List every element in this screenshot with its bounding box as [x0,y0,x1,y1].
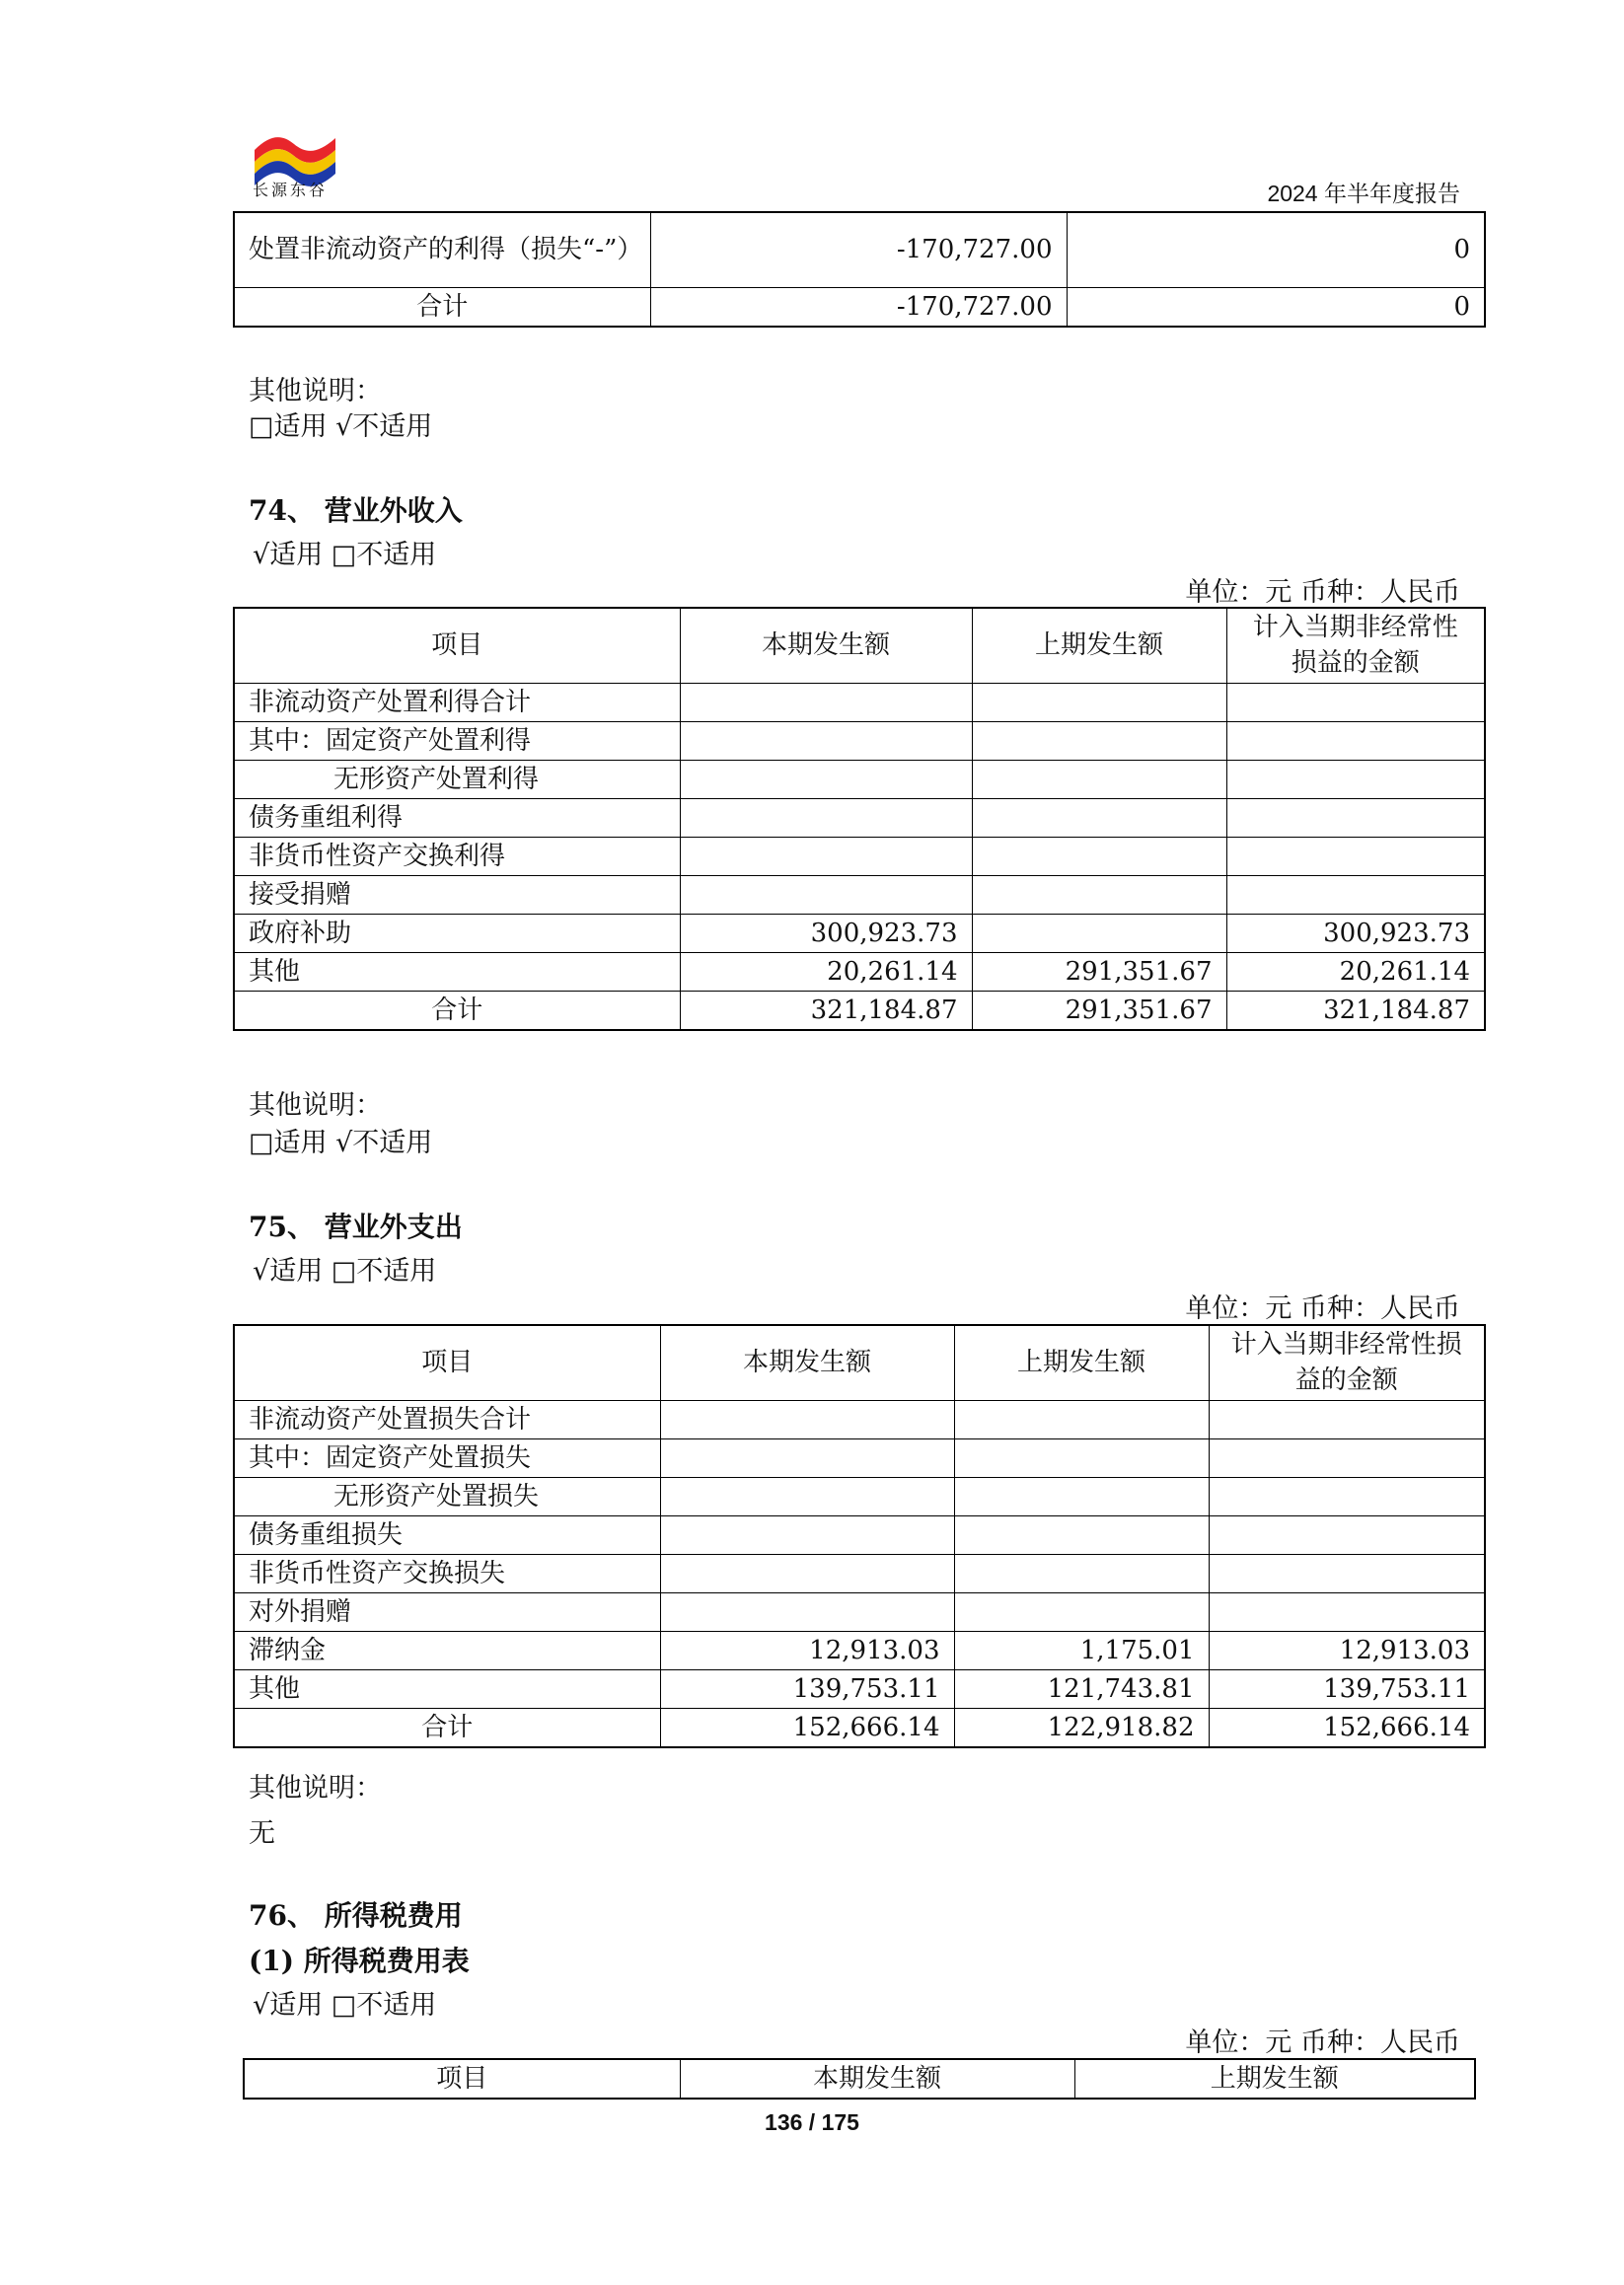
note-applicable: □适用 √不适用 [249,1128,433,1158]
table-74 [233,607,1486,1031]
row-item: 无形资产处置损失 [234,1477,660,1515]
row-item: 政府补助 [234,914,680,952]
prior-value: 291,351.67 [972,991,1226,1030]
row-item: 非货币性资产交换损失 [234,1554,660,1592]
header-nonrecurring: 计入当期非经常性损益的金额 [1226,608,1485,683]
prior-value [972,760,1226,798]
nonrecurring-value: 20,261.14 [1226,952,1485,991]
row-item: 无形资产处置利得 [234,760,680,798]
nonrecurring-value [1209,1438,1485,1477]
prior-value [972,914,1226,952]
page-number: 136 / 175 [765,2109,859,2135]
row-item: 合计 [234,991,680,1030]
table-header-row [234,1325,1485,1400]
prior-value [972,875,1226,914]
header-prior: 上期发生额 [954,1325,1209,1400]
section-76-subtitle: (1) 所得税费用表 [249,1945,470,1977]
row-item: 债务重组损失 [234,1515,660,1554]
section-75-applicable: √适用 □不适用 [253,1256,437,1287]
current-value: 152,666.14 [660,1708,954,1747]
row-item: 接受捐赠 [234,875,680,914]
section-76-unit: 单位：元 币种：人民币 [1185,2027,1460,2058]
section-74-title: 74、 营业外收入 [249,494,463,527]
row-item: 非货币性资产交换利得 [234,837,680,875]
row-item: 其中：固定资产处置损失 [234,1438,660,1477]
header-prior: 上期发生额 [1074,2059,1475,2099]
table-row [234,1400,1485,1438]
table-row [234,721,1485,760]
row-item: 非流动资产处置利得合计 [234,683,680,721]
note-label: 其他说明： [249,1773,382,1804]
current-value [680,837,972,875]
header-current: 本期发生额 [680,2059,1074,2099]
current-value: -170,727.00 [650,212,1067,287]
table-row [234,875,1485,914]
row-item: 其中：固定资产处置利得 [234,721,680,760]
header-nonrecurring: 计入当期非经常性损益的金额 [1209,1325,1485,1400]
table-header-row [234,608,1485,683]
table-total-row [234,1708,1485,1747]
row-item: 非流动资产处置损失合计 [234,1400,660,1438]
table-row [234,683,1485,721]
section-74-unit: 单位：元 币种：人民币 [1185,577,1460,608]
prior-value [954,1592,1209,1631]
nonrecurring-value [1226,837,1485,875]
row-item: 合计 [234,287,650,327]
row-item: 处置非流动资产的利得（损失“-”） [234,212,650,287]
current-value [680,760,972,798]
row-item: 合计 [234,1708,660,1747]
header-item: 项目 [234,1325,660,1400]
table-row [234,1515,1485,1554]
prior-value [972,837,1226,875]
table-row [234,1631,1485,1669]
current-value: 321,184.87 [680,991,972,1030]
prior-value [954,1554,1209,1592]
section-76-applicable: √适用 □不适用 [253,1990,437,2021]
prior-value [954,1438,1209,1477]
prior-value: 291,351.67 [972,952,1226,991]
current-value: -170,727.00 [650,287,1067,327]
nonrecurring-value [1209,1515,1485,1554]
prior-value [954,1400,1209,1438]
table-row [234,1438,1485,1477]
current-value [660,1400,954,1438]
nonrecurring-value [1226,798,1485,837]
table-row [234,1477,1485,1515]
nonrecurring-value: 139,753.11 [1209,1669,1485,1708]
note-label: 其他说明： [249,1090,382,1121]
prior-value: 0 [1067,212,1485,287]
table-row [234,952,1485,991]
row-item: 其他 [234,1669,660,1708]
report-title: 2024 年半年度报告 [1267,181,1460,206]
table-75 [233,1324,1486,1748]
current-value: 12,913.03 [660,1631,954,1669]
note-label: 其他说明： [249,376,382,406]
header-prior: 上期发生额 [972,608,1226,683]
table-row [234,798,1485,837]
table-header-row [244,2059,1475,2099]
nonrecurring-value: 300,923.73 [1226,914,1485,952]
prior-value [954,1477,1209,1515]
note-text: 无 [249,1818,275,1849]
table-73-tail [233,211,1486,328]
table-row [234,212,1485,287]
prior-value: 122,918.82 [954,1708,1209,1747]
table-76 [243,2058,1476,2100]
row-item: 债务重组利得 [234,798,680,837]
current-value: 139,753.11 [660,1669,954,1708]
nonrecurring-value [1209,1400,1485,1438]
current-value: 20,261.14 [680,952,972,991]
nonrecurring-value [1226,721,1485,760]
current-value [660,1592,954,1631]
header-current: 本期发生额 [680,608,972,683]
logo-text: 长源东谷 [253,181,329,199]
section-75-title: 75、 营业外支出 [249,1211,463,1243]
note-applicable: □适用 √不适用 [249,411,433,442]
prior-value [972,683,1226,721]
table-row [234,1592,1485,1631]
nonrecurring-value: 152,666.14 [1209,1708,1485,1747]
section-75-unit: 单位：元 币种：人民币 [1185,1293,1460,1324]
current-value [680,721,972,760]
current-value: 300,923.73 [680,914,972,952]
current-value [680,875,972,914]
nonrecurring-value [1226,760,1485,798]
prior-value [972,798,1226,837]
current-value [680,683,972,721]
table-total-row [234,991,1485,1030]
nonrecurring-value [1226,875,1485,914]
header-current: 本期发生额 [660,1325,954,1400]
row-item: 滞纳金 [234,1631,660,1669]
prior-value: 1,175.01 [954,1631,1209,1669]
row-item: 其他 [234,952,680,991]
header-item: 项目 [234,608,680,683]
prior-value [972,721,1226,760]
nonrecurring-value: 321,184.87 [1226,991,1485,1030]
prior-value [954,1515,1209,1554]
header-item: 项目 [244,2059,680,2099]
current-value [660,1554,954,1592]
current-value [660,1477,954,1515]
nonrecurring-value: 12,913.03 [1209,1631,1485,1669]
nonrecurring-value [1209,1554,1485,1592]
section-76-title: 76、 所得税费用 [249,1899,463,1932]
prior-value: 0 [1067,287,1485,327]
table-row [234,760,1485,798]
table-row [234,1554,1485,1592]
current-value [660,1438,954,1477]
nonrecurring-value [1209,1477,1485,1515]
current-value [680,798,972,837]
table-row [234,1669,1485,1708]
nonrecurring-value [1209,1592,1485,1631]
table-row [234,287,1485,327]
prior-value: 121,743.81 [954,1669,1209,1708]
current-value [660,1515,954,1554]
nonrecurring-value [1226,683,1485,721]
section-74-applicable: √适用 □不适用 [253,540,437,570]
table-row [234,837,1485,875]
row-item: 对外捐赠 [234,1592,660,1631]
table-row [234,914,1485,952]
